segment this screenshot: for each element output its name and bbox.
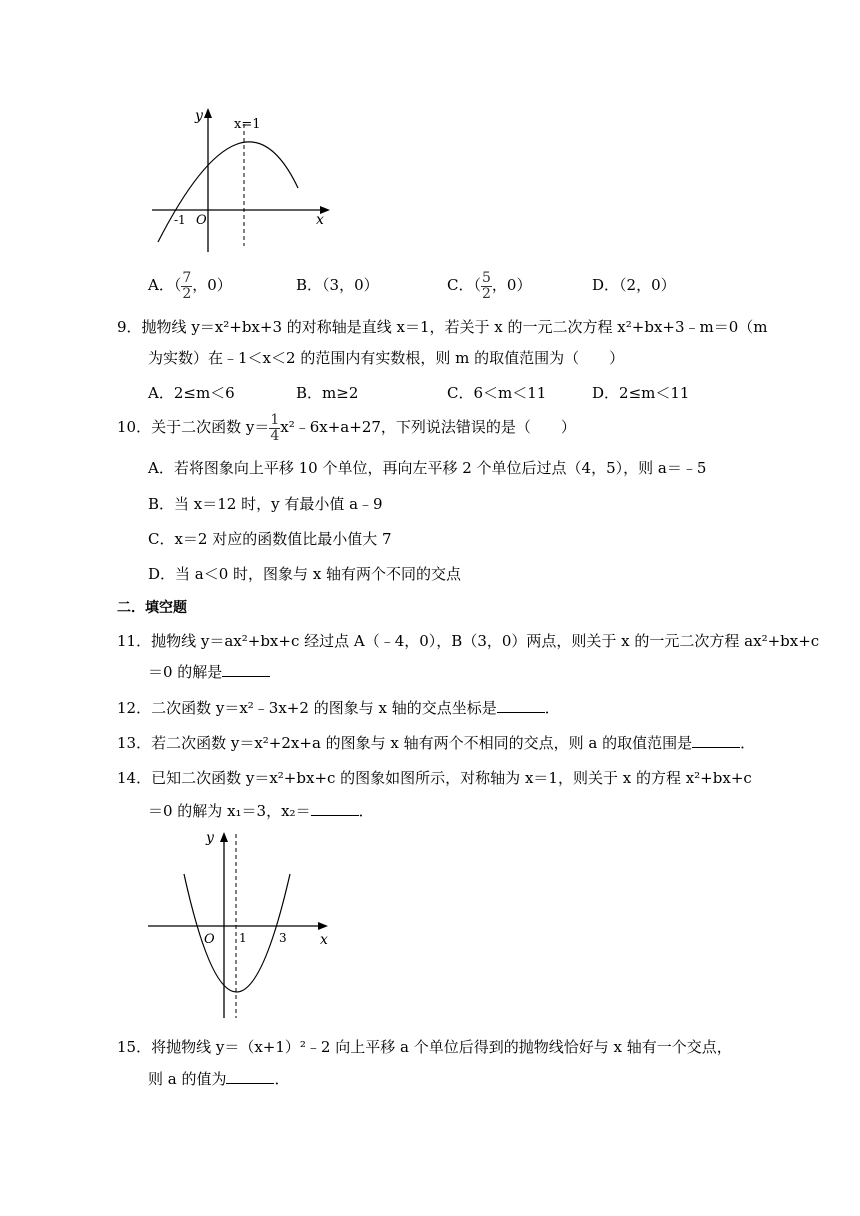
parabola-graph-2 [140,826,340,1026]
q10-stem: 10．关于二次函数 y＝ $\frac{1}{4}$ x²﹣6x+a+27，下列说法错误的是（ ） [117,411,576,444]
graph2-origin: O [204,932,215,947]
q15-line-2: 则 a 的值为 ． [148,1070,290,1088]
section-heading-fill-in: 二．填空题 [117,600,187,616]
graph1-neg-one: -1 [174,213,186,227]
q15-line-1: 15．将抛物线 y＝（x+1）²﹣2 向上平移 a 个单位后得到的抛物线恰好与 x 轴有一个交点， [117,1038,732,1056]
q8-option-d: D．（2，0） [592,276,676,294]
graph1-y-label: y [195,108,203,124]
q8-option-a: A．（ $\frac{7}{2}$ ，0） [148,269,232,302]
q8-option-c: C．（ $\frac{5}{2}$ ，0） [447,269,532,302]
q11-line-1: 11．抛物线 y＝ax²+bx+c 经过点 A（﹣4，0），B（3，0）两点，则关于 x 的一元二次方程 ax²+bx+c [117,632,820,650]
q14-line-1: 14．已知二次函数 y＝x²+bx+c 的图象如图所示，对称轴为 x＝1，则关于 x 的方程 x²+bx+c [117,769,752,787]
graph1-x-label: x [316,212,324,228]
q13-line: 13．若二次函数 y＝x²+2x+a 的图象与 x 轴有两个不相同的交点，则 a 的取值范围是 ． [117,734,756,752]
graph2-y-label: y [206,830,214,846]
graph1-origin: O [196,213,207,228]
q9-option-c: C．6＜m＜11 [447,384,547,402]
q12-line: 12．二次函数 y＝x²﹣3x+2 的图象与 x 轴的交点坐标是 ． [117,699,560,717]
graph2-tick-1: 1 [239,931,247,945]
q11-line-2: ＝0 的解是 [148,662,270,682]
q9-line-1: 9．抛物线 y＝x²+bx+3 的对称轴是直线 x＝1，若关于 x 的一元二次方程 x²+bx+3﹣m＝0（m [117,318,768,336]
q8-option-b: B．（3，0） [296,276,379,294]
q10-option-b: B．当 x＝12 时，y 有最小值 a﹣9 [148,495,383,513]
q14-line-2: ＝0 的解为 x₁＝3，x₂＝ ． [148,802,374,820]
q10-option-c: C．x＝2 对应的函数值比最小值大 7 [148,530,392,548]
q10-option-d: D．当 a＜0 时，图象与 x 轴有两个不同的交点 [148,565,462,583]
graph2-tick-3: 3 [279,931,287,945]
q9-line-2: 为实数）在﹣1＜x＜2 的范围内有实数根，则 m 的取值范围为（ ） [148,349,625,367]
q13-answer-blank[interactable] [692,733,740,748]
q10-option-a: A．若将图象向上平移 10 个单位，再向左平移 2 个单位后过点（4，5），则 a＝﹣5 [148,459,707,477]
q9-option-d: D．2≤m＜11 [592,384,690,402]
graph1-axis-label: x=1 [234,117,261,132]
q14-answer-blank[interactable] [311,801,359,816]
parabola-graph-1 [140,100,340,260]
q11-answer-blank[interactable] [222,662,270,677]
q9-option-a: A．2≤m＜6 [148,384,235,402]
q9-option-b: B．m≥2 [296,384,359,402]
q12-answer-blank[interactable] [497,698,545,713]
q15-answer-blank[interactable] [226,1069,274,1084]
graph2-x-label: x [320,932,328,948]
